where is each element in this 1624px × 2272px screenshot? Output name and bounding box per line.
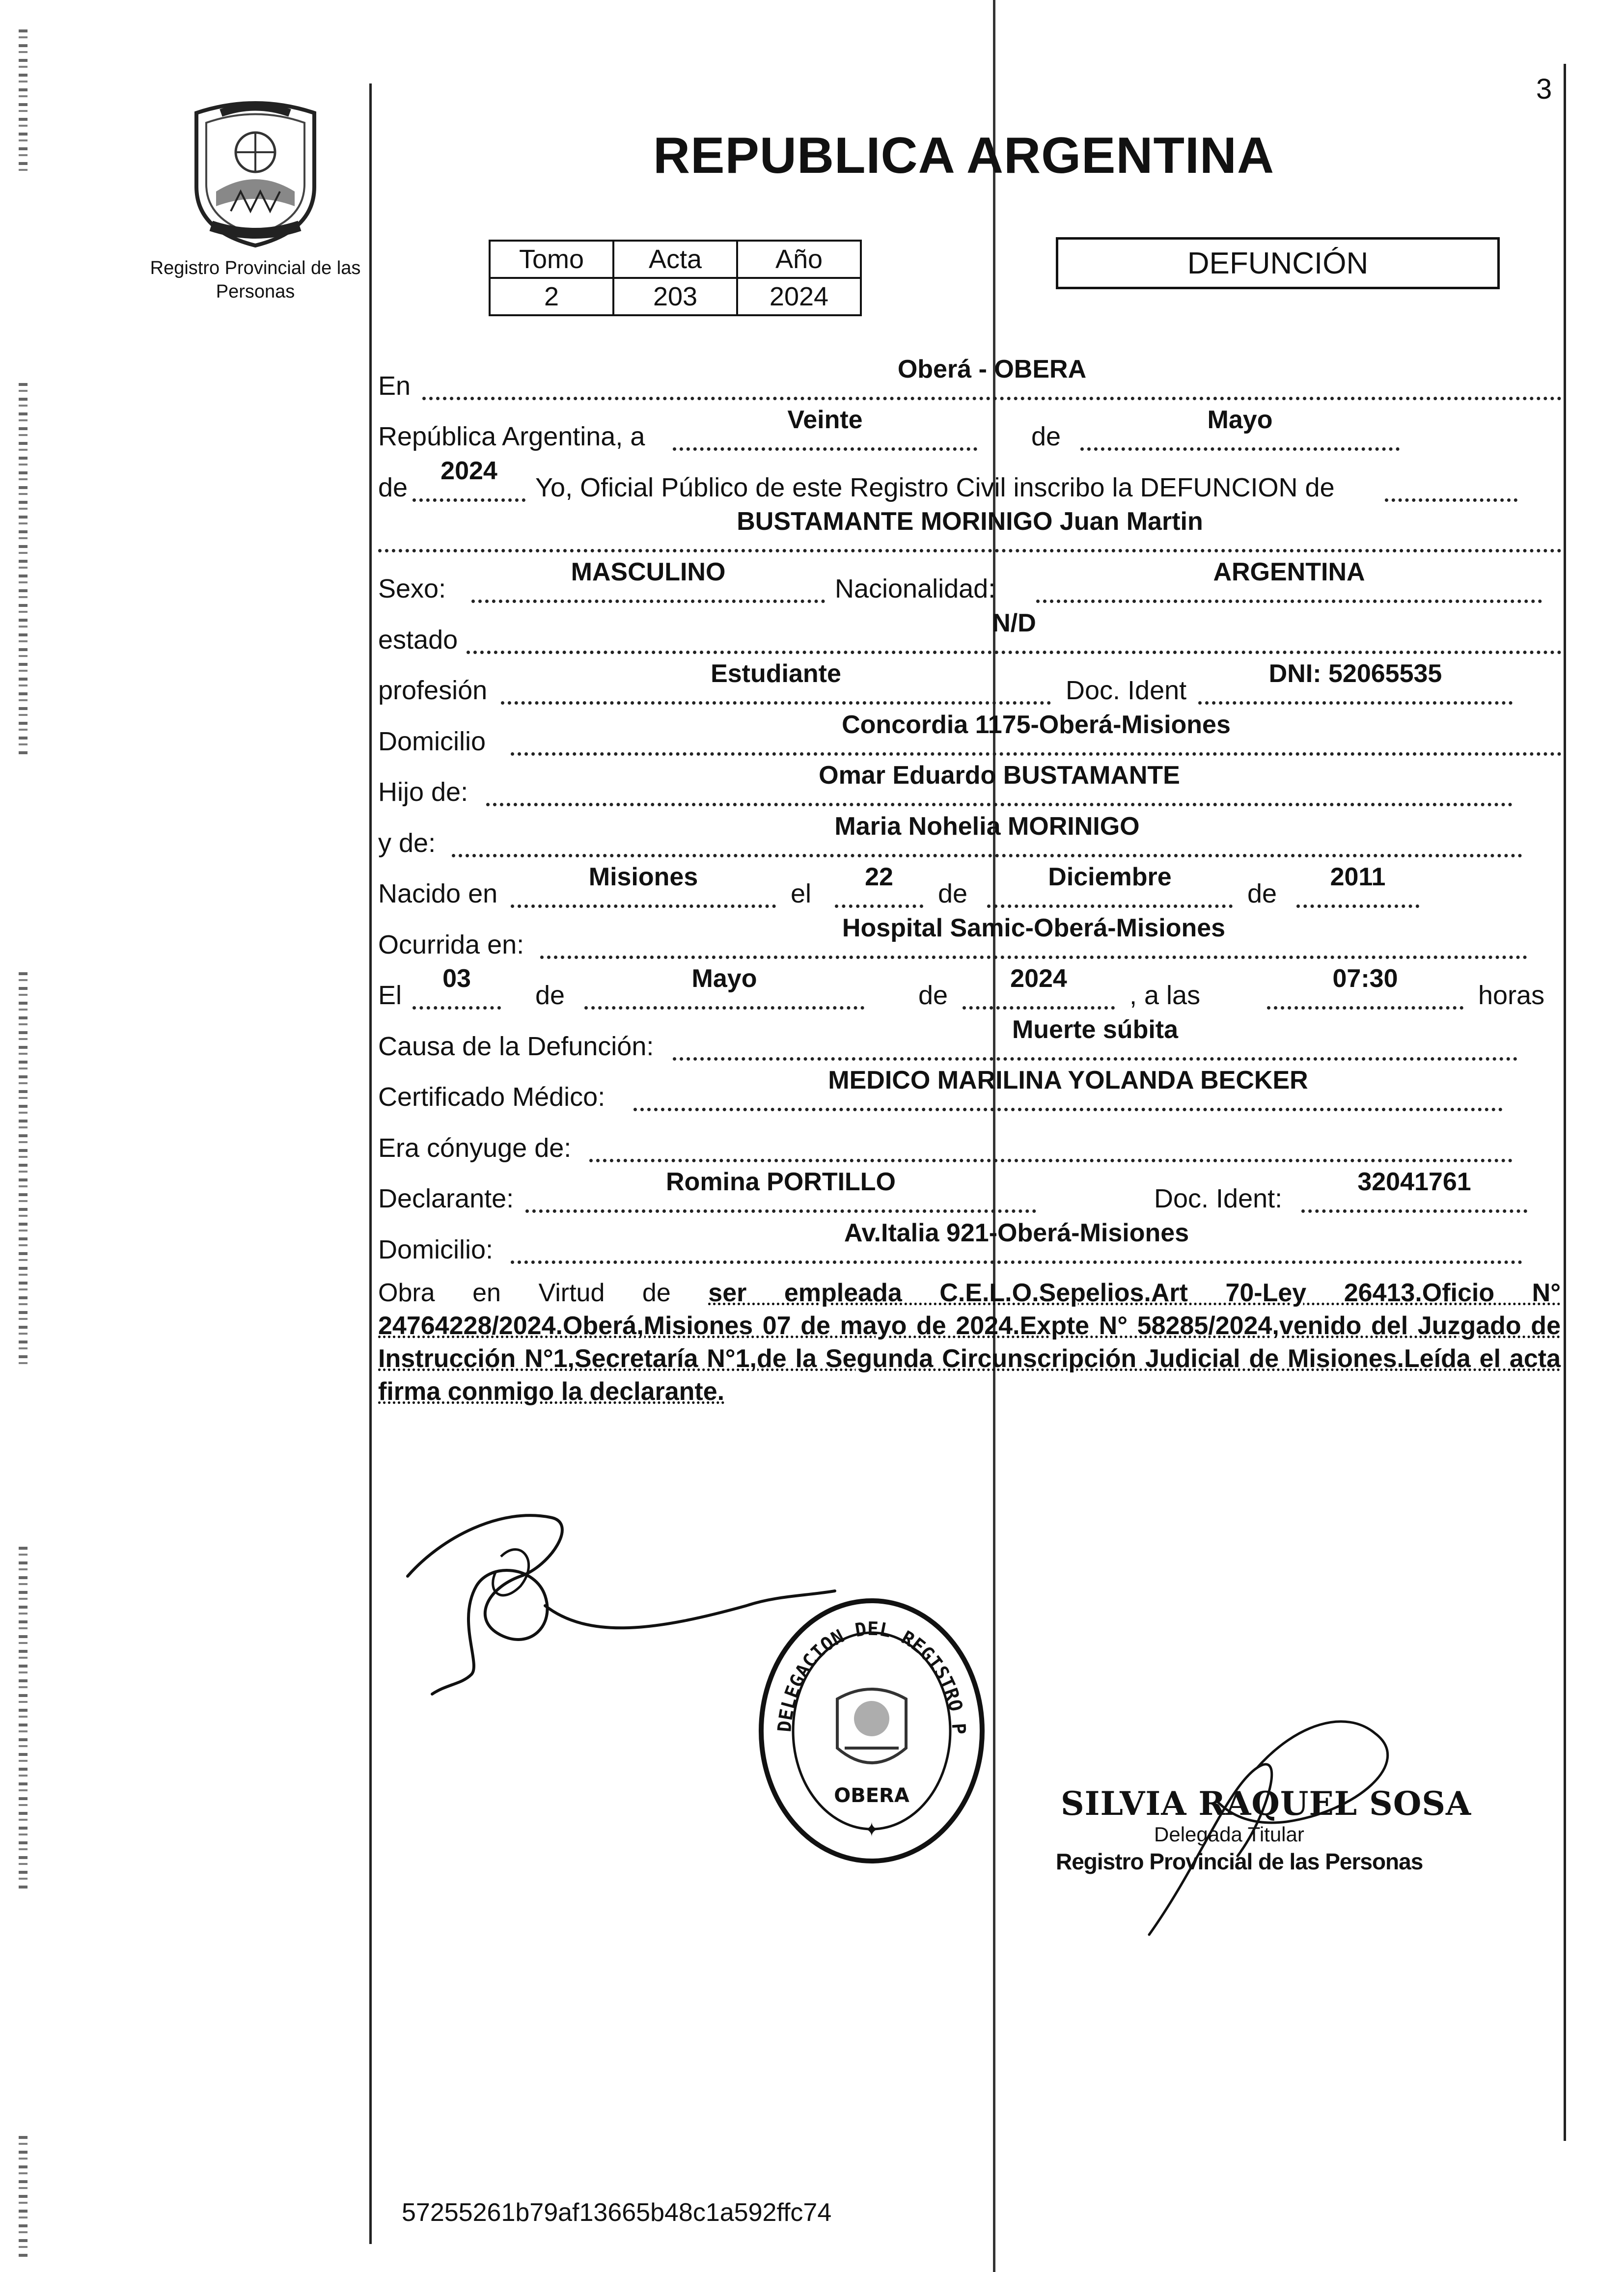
obra-intro: Obra en Virtud de bbox=[378, 1279, 671, 1307]
yde-label: y de: bbox=[378, 828, 436, 858]
row-defuncion-fecha bbox=[378, 964, 1562, 1014]
profesion-label: profesión bbox=[378, 676, 488, 705]
left-margin-line bbox=[369, 83, 372, 2244]
svg-text:✦: ✦ bbox=[863, 1819, 880, 1841]
record-table-header: Año bbox=[737, 241, 861, 278]
seal-bottom-text: OBERA bbox=[834, 1784, 909, 1807]
cert-field: MEDICO MARILINA YOLANDA BECKER bbox=[633, 1077, 1503, 1111]
row-madre bbox=[378, 812, 1562, 862]
alas-label: , a las bbox=[1129, 981, 1201, 1010]
hijo-label: Hijo de: bbox=[378, 777, 468, 807]
seal-ring-text: DELEGACION DEL REGISTRO P bbox=[773, 1617, 970, 1735]
mes-field: Mayo bbox=[1080, 417, 1400, 451]
row-certificado bbox=[378, 1066, 1562, 1116]
record-table-header: Tomo bbox=[490, 241, 613, 278]
ocurrida-label: Ocurrida en: bbox=[378, 930, 524, 959]
row-nacimiento bbox=[378, 863, 1562, 913]
def-de1-label: de bbox=[535, 981, 565, 1010]
doc-field: DNI: 52065535 bbox=[1198, 671, 1513, 705]
row-decl-domicilio bbox=[378, 1219, 1562, 1269]
anio-field: 2024 bbox=[413, 468, 525, 502]
oficial-trail bbox=[1385, 468, 1517, 502]
row-en bbox=[378, 355, 1562, 405]
profesion-field: Estudiante bbox=[501, 671, 1051, 705]
conyuge-label: Era cónyuge de: bbox=[378, 1133, 572, 1163]
right-margin-line bbox=[1564, 64, 1566, 2141]
nac-dia-field: 22 bbox=[835, 874, 923, 908]
cert-label: Certificado Médico: bbox=[378, 1082, 606, 1112]
sexo-field: MASCULINO bbox=[471, 569, 825, 603]
domicilio-field: Concordia 1175-Oberá-Misiones bbox=[511, 722, 1562, 756]
row-padre bbox=[378, 761, 1562, 811]
nacionalidad-label: Nacionalidad: bbox=[835, 574, 996, 603]
de2-label: de bbox=[378, 473, 408, 502]
def-dia-field: 03 bbox=[413, 976, 501, 1010]
nac-de2-label: de bbox=[1247, 879, 1277, 908]
row-causa bbox=[378, 1015, 1562, 1066]
causa-label: Causa de la Defunción: bbox=[378, 1032, 654, 1061]
en-label: En bbox=[378, 371, 411, 401]
scan-edge-strip bbox=[19, 383, 28, 756]
estado-label: estado bbox=[378, 625, 458, 655]
official-seal bbox=[754, 1591, 990, 1866]
decl-doc-label: Doc. Ident: bbox=[1154, 1184, 1283, 1213]
decl-doc-field: 32041761 bbox=[1301, 1179, 1527, 1213]
declarante-label: Declarante: bbox=[378, 1184, 514, 1213]
obra-text: ser empleada C.E.L.O.Sepelios.Art 70-Ley 26413.Oficio N° 24764228/2024.Oberá,Misiones 07 de mayo de 2024.Expte N° 58285/2024,venido del Juzgado de Instrucción N°1,Secretaría N°1,de la Segunda Circunscripción Judicial de Misiones.Leída el acta firma conmigo la declarante. bbox=[378, 1279, 1561, 1406]
document-hash: 57255261b79af13665b48c1a592ffc74 bbox=[402, 2198, 832, 2227]
signatory-institution: Registro Provincial de las Personas bbox=[1056, 1849, 1423, 1874]
oficial-text: Yo, Oficial Público de este Registro Civil inscribo la DEFUNCION de bbox=[535, 473, 1335, 502]
scan-edge-strip bbox=[19, 1547, 28, 1890]
sexo-label: Sexo: bbox=[378, 574, 446, 603]
horas-label: horas bbox=[1478, 981, 1545, 1010]
row-estado bbox=[378, 609, 1562, 659]
def-mes-field: Mayo bbox=[584, 976, 864, 1010]
declarante-field: Romina PORTILLO bbox=[525, 1179, 1036, 1213]
def-de2-label: de bbox=[918, 981, 948, 1010]
def-anio-field: 2024 bbox=[963, 976, 1115, 1010]
nacionalidad-field: ARGENTINA bbox=[1036, 569, 1542, 603]
en-field: Oberá - OBERA bbox=[422, 366, 1562, 400]
registry-name: Registro Provincial de las Personas bbox=[150, 258, 361, 302]
ocurrida-field: Hospital Samic-Oberá-Misiones bbox=[540, 925, 1527, 959]
dia-field: Veinte bbox=[673, 417, 977, 451]
hora-field: 07:30 bbox=[1267, 976, 1463, 1010]
row-nombre bbox=[378, 507, 1562, 557]
document-type-box: DEFUNCIÓN bbox=[1056, 237, 1500, 289]
republica-label: República Argentina, a bbox=[378, 422, 645, 451]
el-label: el bbox=[791, 879, 812, 908]
el2-label: El bbox=[378, 981, 402, 1010]
page-number: 3 bbox=[1536, 73, 1552, 105]
domicilio-label: Domicilio bbox=[378, 727, 486, 756]
obra-paragraph bbox=[378, 1277, 1561, 1408]
nac-mes-field: Diciembre bbox=[987, 874, 1233, 908]
causa-field: Muerte súbita bbox=[673, 1027, 1517, 1061]
estado-field: N/D bbox=[467, 620, 1562, 654]
scan-edge-strip bbox=[19, 972, 28, 1365]
row-sexo bbox=[378, 558, 1562, 608]
madre-field: Maria Nohelia MORINIGO bbox=[452, 823, 1522, 857]
conyuge-field bbox=[589, 1128, 1513, 1162]
row-domicilio bbox=[378, 711, 1562, 761]
row-fecha bbox=[378, 406, 1562, 456]
scan-edge-strip bbox=[19, 29, 28, 177]
record-table-header: Acta bbox=[613, 241, 737, 278]
row-profesion bbox=[378, 659, 1562, 710]
padre-field: Omar Eduardo BUSTAMANTE bbox=[486, 772, 1513, 806]
country-title: REPUBLICA ARGENTINA bbox=[653, 127, 1275, 184]
nombre-field: BUSTAMANTE MORINIGO Juan Martin bbox=[378, 519, 1562, 552]
decl-dom-label: Domicilio: bbox=[378, 1235, 494, 1264]
record-table bbox=[489, 240, 862, 316]
nac-de1-label: de bbox=[938, 879, 968, 908]
record-table-cell: 203 bbox=[613, 278, 737, 315]
de-label: de bbox=[1031, 422, 1061, 451]
province-emblem-icon bbox=[177, 93, 334, 250]
nac-anio-field: 2011 bbox=[1296, 874, 1419, 908]
nacido-label: Nacido en bbox=[378, 879, 498, 908]
doc-label: Doc. Ident bbox=[1066, 676, 1187, 705]
row-ocurrida bbox=[378, 914, 1562, 964]
decl-dom-field: Av.Italia 921-Oberá-Misiones bbox=[511, 1230, 1522, 1264]
record-table-cell: 2024 bbox=[737, 278, 861, 315]
nacido-field: Misiones bbox=[511, 874, 776, 908]
row-declarante bbox=[378, 1168, 1562, 1218]
scan-edge-strip bbox=[19, 2136, 28, 2259]
signatory-name: SILVIA RAQUEL SOSA bbox=[1061, 1784, 1472, 1823]
row-conyuge bbox=[378, 1123, 1562, 1167]
signatory-role: Delegada Titular bbox=[1154, 1823, 1304, 1846]
row-anio bbox=[378, 457, 1562, 507]
record-table-cell: 2 bbox=[490, 278, 613, 315]
